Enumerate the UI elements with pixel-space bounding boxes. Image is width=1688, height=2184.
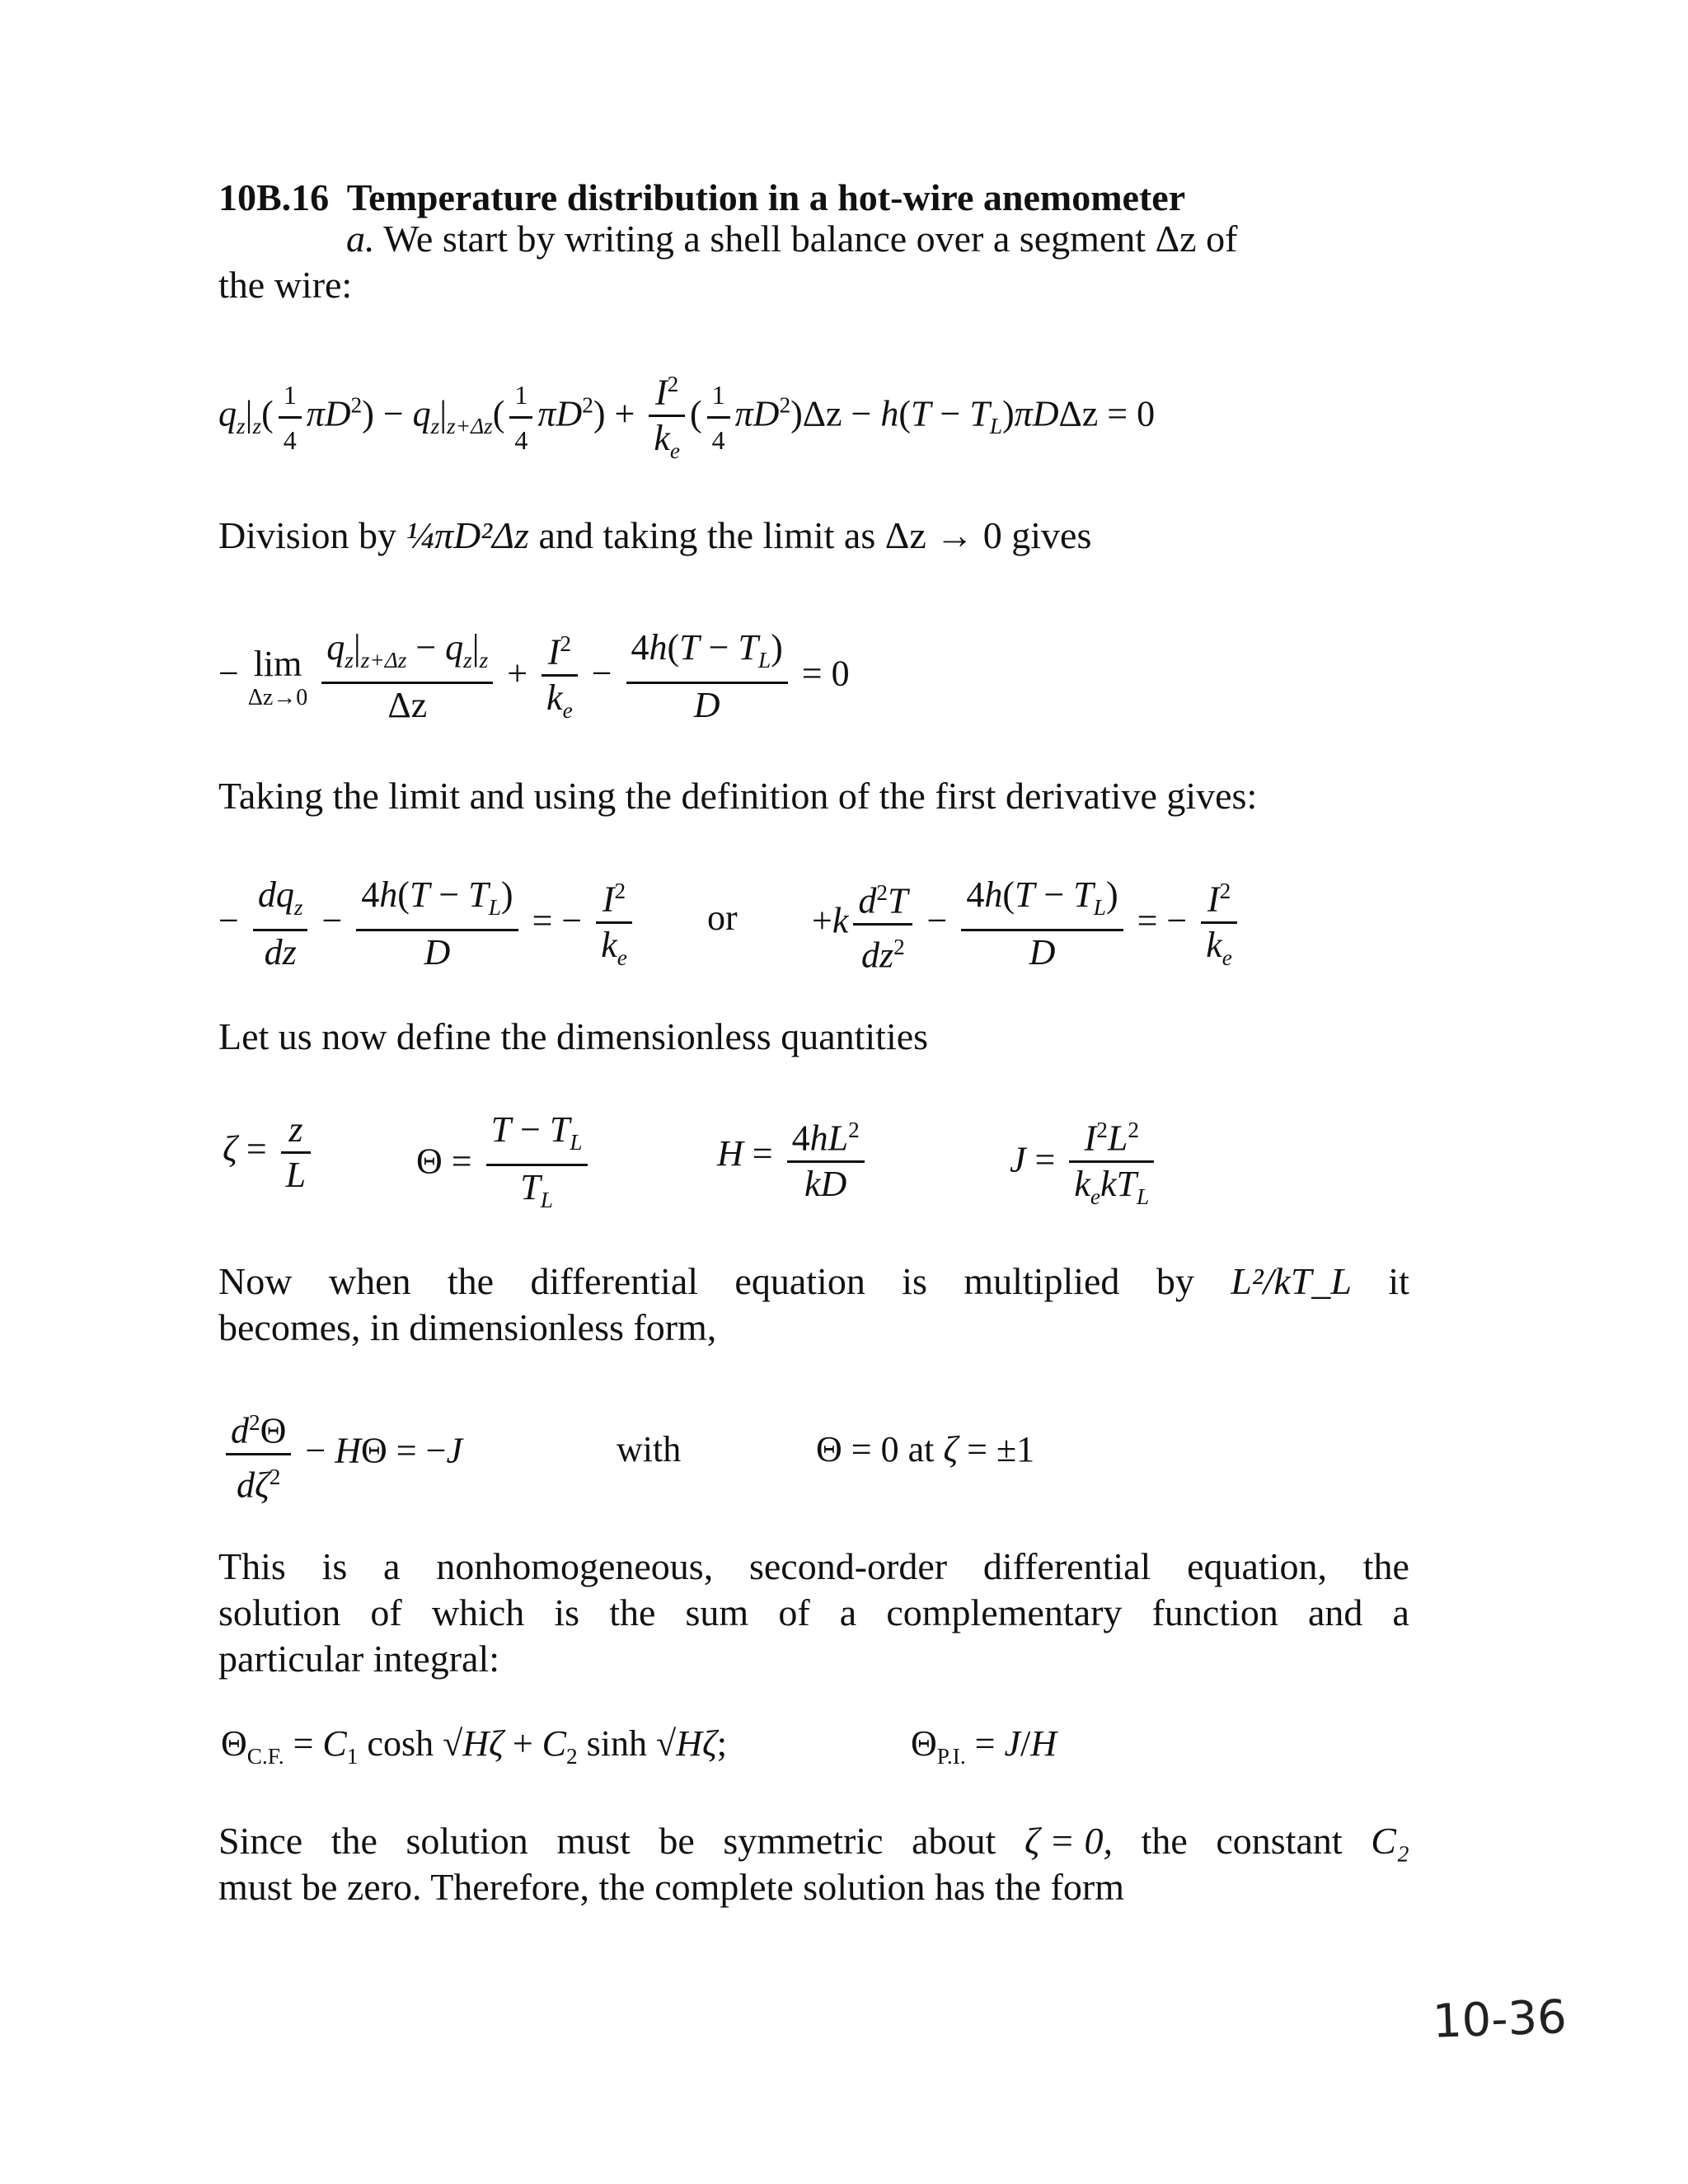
equation-dimensionless-ode: $\frac{d^2\Theta}{d\zeta^2}$ − HΘ = −J [221, 1401, 462, 1507]
intro-line-1: We start by writing a shell balance over a segment Δz of [383, 218, 1238, 260]
equation-shell-balance: $q_z|_z$( $\frac{1}{4}$ $\pi D^2) - q_z|_{z+\Delta z}$( $\frac{1}{4}$ $\pi D^2$) + $\frac{I^2}{k_e}$ ( $\frac{1}{4}$ $\pi D^2)\Delta z - h(T - T_L)\pi D\Delta z = 0$ [218, 363, 1155, 471]
define-paragraph: Let us now define the dimensionless quantities [218, 1015, 929, 1057]
def-zeta: ζ = $\frac{z}{L}$ [223, 1108, 316, 1197]
division-paragraph: Division by ¼πD²Δz and taking the limit as Δz → 0 gives [218, 514, 1092, 556]
limit-expression: Δz → 0 [884, 514, 1002, 556]
intro-line-2: the wire: [218, 264, 353, 306]
nonhomog-line-1: This is a nonhomogeneous, second-order differential equation, the [218, 1545, 1409, 1587]
division-expression: ¼πD²Δz [406, 514, 529, 556]
symmetry-paragraph [218, 1818, 1409, 1910]
symmetry-line-2: must be zero. Therefore, the complete solution has the form [218, 1866, 1124, 1908]
equation-complementary-function: $\Theta_{C.F.} = C_1$ $\cosh √H\zeta + C_2$ sinh √Hζ; [221, 1723, 727, 1769]
multiply-line-2: becomes, in dimensionless form, [218, 1306, 717, 1348]
multiply-line-1: Now when the differential equation is multiplied by L²/kT_L it [218, 1260, 1409, 1302]
section-title: Temperature distribution in a hot-wire anemometer [346, 176, 1186, 218]
def-H: H = $\frac{4hL^2}{kD}$ [717, 1108, 870, 1206]
nonhomog-line-2: solution of which is the sum of a complementary function and a [218, 1591, 1409, 1633]
def-theta: Θ = $\frac{T - T_L}{T_L}$ [416, 1108, 593, 1221]
section-number: 10B.16 [218, 176, 330, 218]
page-number: 10-36 [1431, 1990, 1568, 2049]
nonhomog-line-3: particular integral: [218, 1638, 500, 1680]
multiply-paragraph [218, 1258, 1409, 1351]
boundary-condition: Θ = 0 at ζ = ±1 [816, 1429, 1035, 1469]
equation-derivative-left: − $\frac{dq_z}{dz}$ − $\frac{4h(T - T_L)}{D}$ = − $\frac{I^2}{k_e}$ [218, 869, 637, 978]
part-label: a. [346, 218, 375, 260]
limit-paragraph: Taking the limit and using the definition of the first derivative gives: [218, 775, 1258, 817]
or-word: or [707, 898, 738, 938]
def-J: J = $\frac{I^2L^2}{k_ekT_L}$ [1010, 1108, 1159, 1217]
equation-particular-integral: $\Theta_{P.I.} = J/H$ [911, 1723, 1057, 1769]
symmetry-line-1: Since the solution must be symmetric about ζ = 0, the constant C₂ [218, 1820, 1409, 1862]
equation-derivative-right: +k $\frac{d^2T}{dz^2}$ − $\frac{4h(T - T_L)}{D}$ = − $\frac{I^2}{k_e}$ [812, 869, 1242, 978]
nonhomogeneous-paragraph [218, 1544, 1409, 1682]
section-heading [218, 176, 1185, 219]
equation-limit-form: − lim Δz→0 $\frac{q_z|_{z+\Delta z} - q_z|_z}{\Delta z}$ + $\frac{I^2}{k_e}$ − $\frac{4h(T - T_L)}{D}$ = 0 [218, 622, 850, 731]
with-word: with [617, 1429, 682, 1469]
intro-paragraph [218, 216, 1405, 308]
